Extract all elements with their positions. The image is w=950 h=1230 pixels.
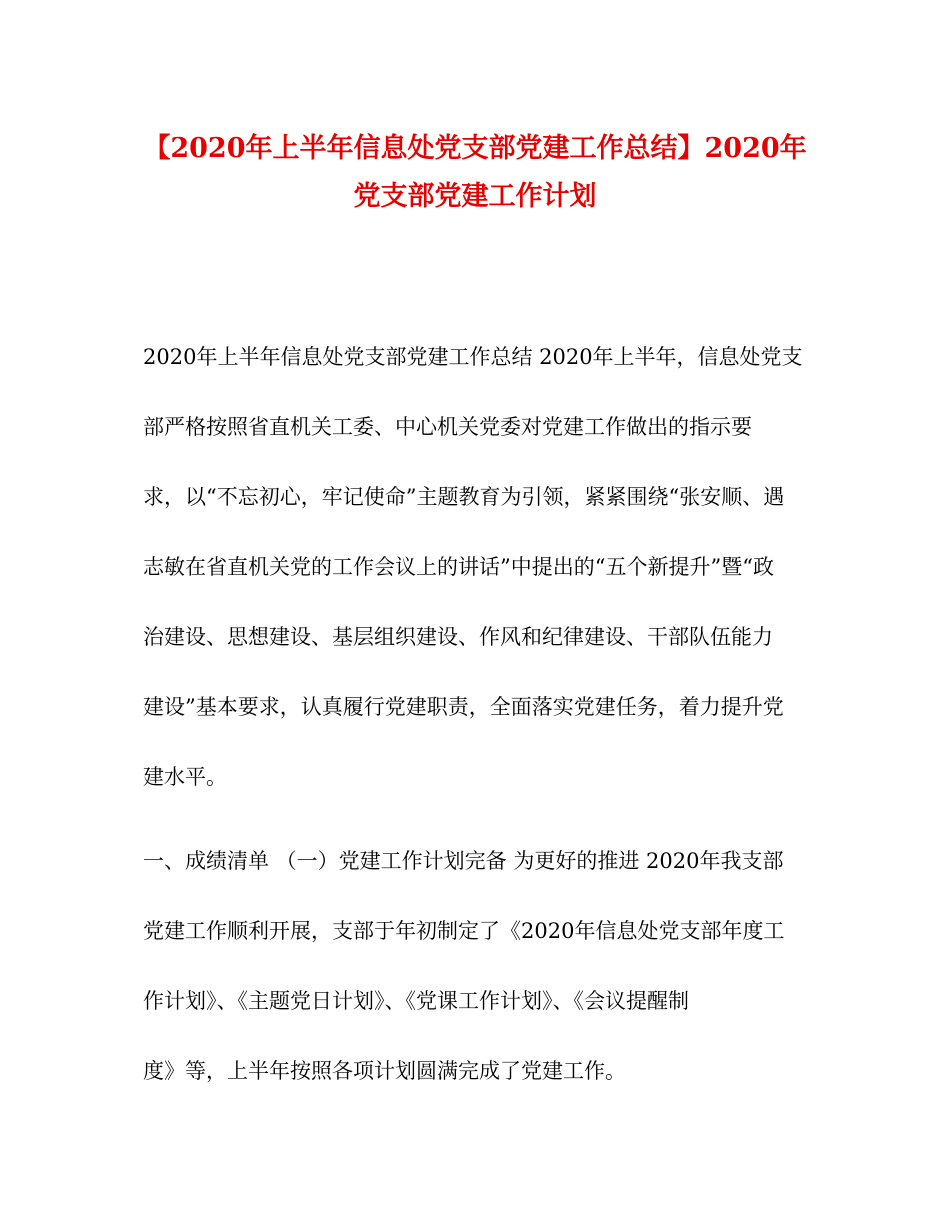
body-line-10: 作计划》、《主题党日计划》、《党课工作计划》、《会议提醒制 xyxy=(143,989,689,1013)
body-line-6: 建设”基本要求，认真履行党建职责，全面落实党建任务，着力提升党 xyxy=(143,695,784,719)
body-line-9: 党建工作顺利开展，支部于年初制定了《2020年信息处党支部年度工 xyxy=(143,919,785,943)
body-line-8: 一、成绩清单 （一）党建工作计划完备 为更好的推进 2020年我支部 xyxy=(143,849,784,873)
body-line-1: 2020年上半年信息处党支部党建工作总结 2020年上半年，信息处党支 xyxy=(143,345,803,369)
title-line-1: 【2020年上半年信息处党支部党建工作总结】2020年 xyxy=(143,133,807,164)
title-line-2: 党支部党建工作计划 xyxy=(353,181,597,212)
body-line-3: 求，以“不忘初心，牢记使命”主题教育为引领，紧紧围绕“张安顺、遇 xyxy=(143,485,785,509)
body-line-4: 志敏在省直机关党的工作会议上的讲话”中提出的“五个新提升”暨“政 xyxy=(143,555,774,579)
body-line-7: 建水平。 xyxy=(143,765,227,789)
body-line-5: 治建设、思想建设、基层组织建设、作风和纪律建设、干部队伍能力 xyxy=(143,625,773,649)
body-line-2: 部严格按照省直机关工委、中心机关党委对党建工作做出的指示要 xyxy=(143,415,752,439)
document-title xyxy=(0,125,950,221)
body-line-11: 度》等，上半年按照各项计划圆满完成了党建工作。 xyxy=(143,1059,626,1083)
